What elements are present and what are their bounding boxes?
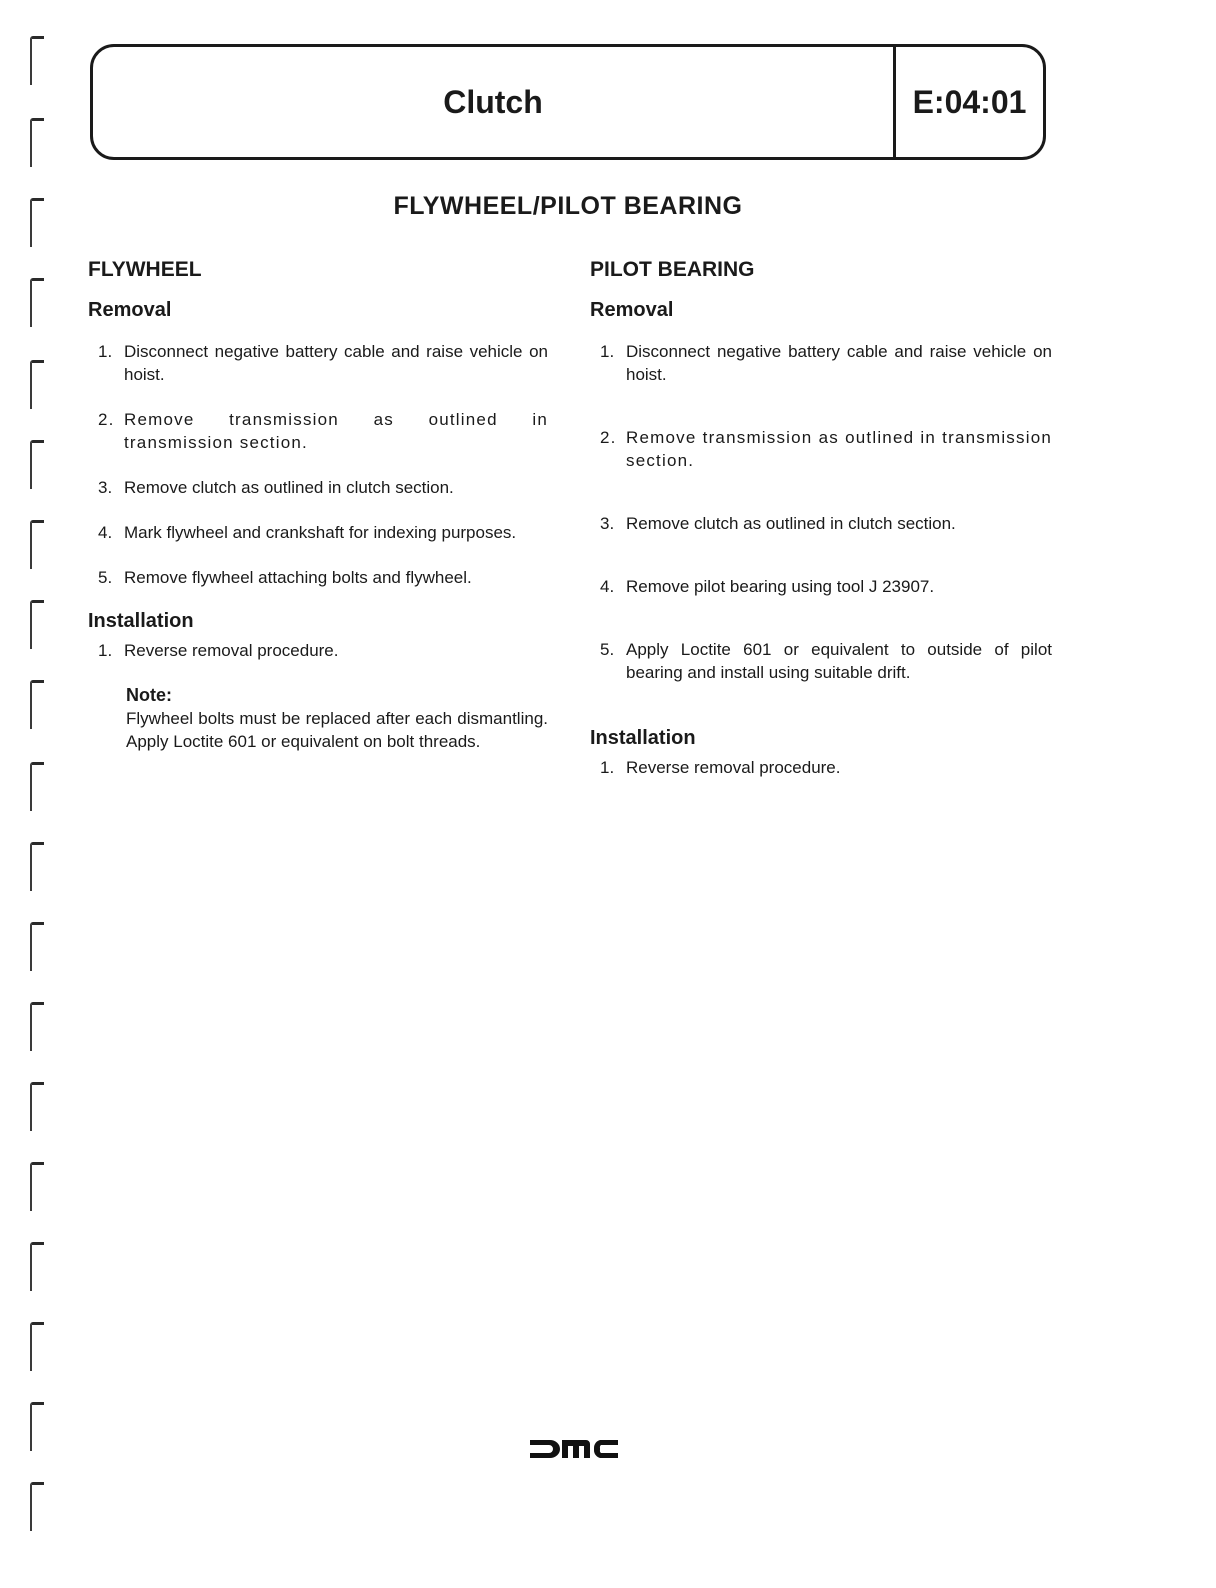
- flywheel-removal-heading: Removal: [88, 299, 172, 321]
- flywheel-removal-step-2: 2. Remove transmission as outlined in transmission section.: [98, 410, 548, 452]
- header-code: E:04:01: [912, 83, 1027, 120]
- pilot-bearing-removal-step-2: 2. Remove transmission as outlined in transmission section.: [600, 428, 1052, 470]
- flywheel-installation-steps: [88, 639, 548, 662]
- pilot-bearing-removal-step-3: 3. Remove clutch as outlined in clutch section.: [600, 514, 956, 533]
- flywheel-removal-step-5: 5. Remove flywheel attaching bolts and flywheel.: [98, 568, 472, 587]
- flywheel-installation-heading: Installation: [88, 610, 194, 632]
- flywheel-removal-step-4: 4. Mark flywheel and crankshaft for indexing purposes.: [98, 523, 517, 542]
- note-label: Note:: [126, 685, 172, 705]
- binder-ring-icon: [30, 1082, 44, 1131]
- pilot-bearing-removal-step-1: 1. Disconnect negative battery cable and raise vehicle on hoist.: [600, 342, 1052, 384]
- page-title: FLYWHEEL/PILOT BEARING: [393, 192, 743, 220]
- flywheel-note: [88, 684, 548, 753]
- pilot-bearing-installation-steps: [590, 756, 1052, 779]
- flywheel-column: [88, 256, 548, 753]
- binder-ring-icon: [30, 1322, 44, 1371]
- header-title: Clutch: [443, 83, 543, 120]
- binder-ring-icon: [30, 278, 44, 327]
- binder-ring-icon: [30, 600, 44, 649]
- note-text: Flywheel bolts must be replaced after each dismantling. Apply Loctite 601 or equivalent on bolt threads.: [126, 709, 548, 751]
- flywheel-removal-step-3: 3. Remove clutch as outlined in clutch section.: [98, 478, 454, 497]
- binder-ring-icon: [30, 842, 44, 891]
- pilot-bearing-installation-step-1: 1. Reverse removal procedure.: [600, 758, 841, 777]
- pilot-bearing-column: [590, 256, 1052, 779]
- binder-ring-icon: [30, 680, 44, 729]
- header-box: [90, 44, 1046, 160]
- binder-ring-icon: [30, 360, 44, 409]
- pilot-bearing-removal-steps: [590, 340, 1052, 684]
- binder-ring-icon: [30, 1402, 44, 1451]
- pilot-bearing-installation-heading: Installation: [590, 727, 696, 749]
- binder-ring-icon: [30, 922, 44, 971]
- binder-ring-icon: [30, 1002, 44, 1051]
- pilot-bearing-removal-step-5: 5. Apply Loctite 601 or equivalent to outside of pilot bearing and install using suitable drift.: [600, 640, 1052, 682]
- flywheel-removal-steps: [88, 340, 548, 589]
- binder-ring-icon: [30, 118, 44, 167]
- binder-ring-icon: [30, 520, 44, 569]
- flywheel-removal-step-1: 1. Disconnect negative battery cable and raise vehicle on hoist.: [98, 342, 548, 384]
- binder-ring-icon: [30, 1482, 44, 1531]
- flywheel-installation-step-1: 1. Reverse removal procedure.: [98, 641, 339, 660]
- binder-ring-icon: [30, 36, 44, 85]
- dmc-logo-icon: [528, 1436, 620, 1462]
- flywheel-heading: FLYWHEEL: [88, 258, 202, 281]
- binder-ring-icon: [30, 1162, 44, 1211]
- binder-ring-icon: [30, 1242, 44, 1291]
- pilot-bearing-removal-heading: Removal: [590, 299, 674, 321]
- binder-ring-icon: [30, 440, 44, 489]
- pilot-bearing-heading: PILOT BEARING: [590, 258, 755, 281]
- binder-ring-icon: [30, 762, 44, 811]
- pilot-bearing-removal-step-4: 4. Remove pilot bearing using tool J 23907.: [600, 577, 935, 596]
